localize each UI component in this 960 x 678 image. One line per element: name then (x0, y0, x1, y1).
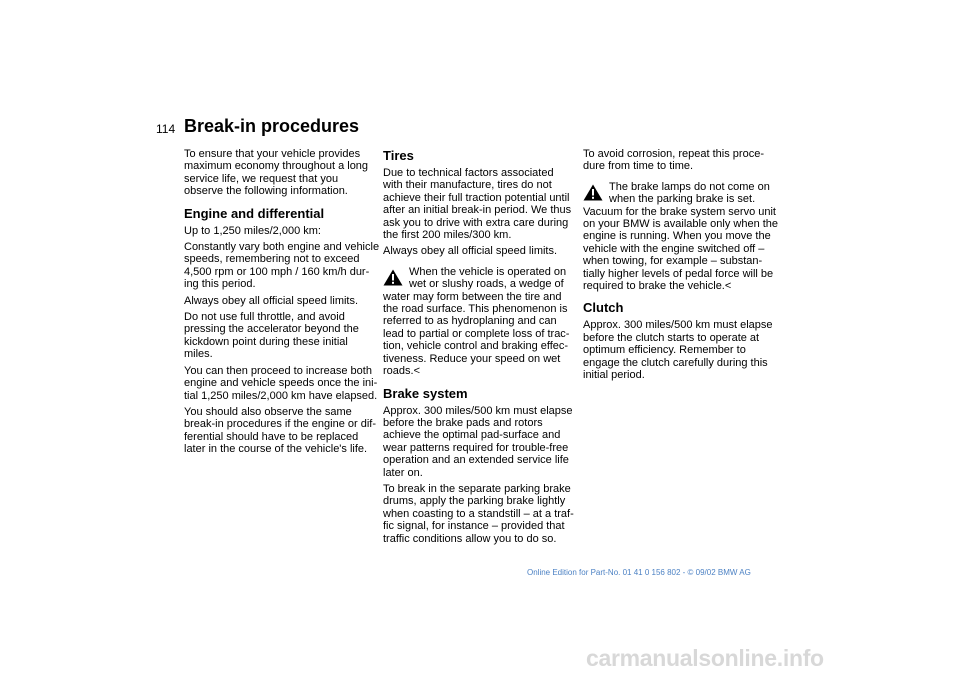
online-edition-footer: Online Edition for Part-No. 01 41 0 156 802 - © 09/02 BMW AG (527, 568, 751, 577)
tires-paragraph-2: Always obey all official speed limits. (383, 245, 558, 258)
warning-triangle-icon (383, 269, 403, 286)
tires-warning-text: water may form between the tire and the road surface. This phenomenon is referred to as hydroplaning and can lead to partial or complete loss of trac- tion, vehicle control and braking effec- tiveness. Reduce your speed on wet roads.< (383, 290, 570, 378)
brake-system-heading: Brake system (383, 385, 468, 401)
engine-paragraph-2: Constantly vary both engine and vehicle speeds, remembering not to exceed 4,500 rpm or 100 mph / 160 km/h dur- ing this period. (184, 241, 380, 291)
column-left (184, 148, 380, 460)
tires-warning-first-lines: When the vehicle is operated on wet or slushy roads, a wedge of (409, 265, 567, 291)
page-title: Break-in procedures (184, 116, 360, 136)
engine-paragraph-1: Up to 1,250 miles/2,000 km: (184, 224, 321, 237)
column-middle (383, 148, 579, 549)
engine-paragraph-5: You can then proceed to increase both engine and vehicle speeds once the ini- tial 1,250 miles/2,000 km have elapsed. (184, 364, 378, 402)
brake-warning-text: Vacuum for the brake system servo unit on your BMW is available only when the engine is running. When you move the vehicle with the engine switched off – when towing, for example – substan- tially higher levels of pedal force will be required to brake the vehicle.< (583, 205, 779, 293)
tires-heading: Tires (383, 148, 414, 163)
brake-paragraph-1: Approx. 300 miles/500 km must elapse before the brake pads and rotors achieve the optimal pad-surface and wear patterns required for trouble-free operation and an extended service life later on. (383, 404, 573, 479)
intro-paragraph: To ensure that your vehicle provides maximum economy throughout a long service life, we request that you observe the following information. (184, 148, 369, 198)
tires-warning (383, 266, 579, 378)
brake-warning-first-lines: The brake lamps do not come on when the parking brake is set. (609, 180, 770, 206)
brake-warning (583, 181, 779, 293)
corrosion-paragraph: To avoid corrosion, repeat this proce- dure from time to time. (583, 148, 764, 173)
clutch-paragraph: Approx. 300 miles/500 km must elapse before the clutch starts to operate at optimum efficiency. Remember to engage the clutch carefully during this initial period. (583, 319, 773, 382)
page-number: 114 (156, 122, 176, 136)
engine-paragraph-3: Always obey all official speed limits. (184, 294, 359, 307)
engine-paragraph-6: You should also observe the same break-in procedures if the engine or dif- ferential should have to be replaced later in the course of the vehicle's life. (184, 405, 376, 456)
column-right (583, 148, 779, 386)
clutch-heading: Clutch (583, 300, 624, 316)
engine-paragraph-4: Do not use full throttle, and avoid pressing the accelerator beyond the kickdown point during these initial miles. (184, 311, 359, 361)
engine-heading: Engine and differential (184, 205, 325, 221)
brake-paragraph-2: To break in the separate parking brake drums, apply the parking brake lightly when coasting to a standstill – at a traf- fic signal, for instance – provided that traffic conditions allow you to do so. (383, 482, 574, 545)
warning-triangle-icon (583, 184, 603, 201)
site-watermark: carmanualsonline.info (586, 645, 824, 671)
tires-paragraph-1: Due to technical factors associated with their manufacture, tires do not achieve their full traction potential until after an initial break-in period. We thus ask you to drive with extra care during the first 200 miles/300 km. (383, 167, 572, 242)
